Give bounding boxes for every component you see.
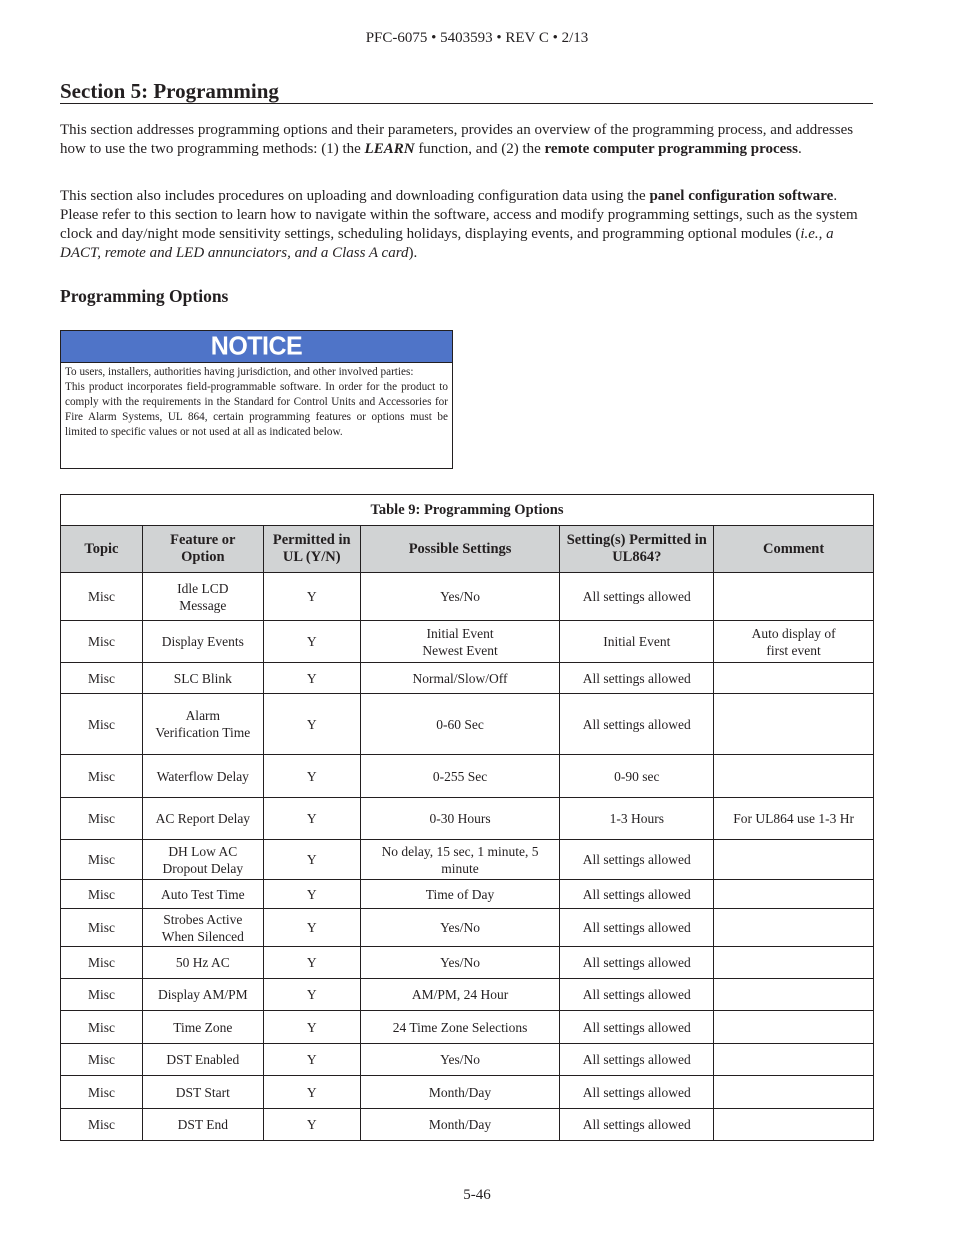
cell-settings: Yes/No: [360, 947, 560, 979]
notice-line-2: This product incorporates field-programmable software. In order for the product to comply with the requirements in the Standard for Control Units and Accessories for Fire Alarm Systems, UL 864, certain programming features or options must be limited to specific values or not used at all as indicated below.: [65, 381, 448, 438]
cell-settings: Month/Day: [360, 1076, 560, 1109]
cell-permitted: Y: [263, 694, 360, 755]
panel-software-term: panel configuration software: [649, 188, 834, 204]
column-header: Comment: [714, 526, 874, 573]
cell-permitted: Y: [263, 798, 360, 840]
cell-settings: Month/Day: [360, 1109, 560, 1141]
table-row: [61, 1109, 874, 1141]
cell-feature: DST Enabled: [142, 1044, 263, 1076]
table-row: [61, 621, 874, 663]
table-row: [61, 573, 874, 621]
cell-topic: Misc: [61, 840, 143, 880]
cell-comment: [714, 947, 874, 979]
cell-comment: [714, 663, 874, 694]
cell-topic: Misc: [61, 755, 143, 798]
intro-paragraph-1: This section addresses programming options and their parameters, provides an overview of the programming process, and addresses how to use the two programming methods: (1) the LEARN function, and (2) the remote computer programming process.: [60, 122, 854, 157]
cell-feature: Alarm Verification Time: [142, 694, 263, 755]
table-row: [61, 798, 874, 840]
cell-settings: Normal/Slow/Off: [360, 663, 560, 694]
cell-topic: Misc: [61, 1109, 143, 1141]
cell-settings: No delay, 15 sec, 1 minute, 5 minute: [360, 840, 560, 880]
cell-feature: Idle LCD Message: [142, 573, 263, 621]
cell-permitted: Y: [263, 1109, 360, 1141]
cell-permitted: Y: [263, 1011, 360, 1044]
remote-programming-term: remote computer programming process: [544, 141, 798, 157]
cell-settings: Initial Event Newest Event: [360, 621, 560, 663]
cell-topic: Misc: [61, 1076, 143, 1109]
cell-feature: SLC Blink: [142, 663, 263, 694]
cell-feature: Display AM/PM: [142, 979, 263, 1011]
cell-settings: 0-30 Hours: [360, 798, 560, 840]
cell-permitted: Y: [263, 947, 360, 979]
table-row: [61, 755, 874, 798]
programming-options-table: [60, 494, 874, 1141]
table-body: [61, 573, 874, 1141]
optional-modules-note: i.e., a DACT, remote and LED annunciators, and a Class A card: [60, 226, 834, 261]
cell-settings: 0-60 Sec: [360, 694, 560, 755]
cell-permitted: Y: [263, 840, 360, 880]
cell-comment: [714, 1076, 874, 1109]
cell-ul864: All settings allowed: [560, 1076, 714, 1109]
cell-comment: [714, 694, 874, 755]
cell-feature: Strobes Active When Silenced: [142, 909, 263, 947]
table-row: [61, 694, 874, 755]
intro-paragraph-2: This section also includes procedures on uploading and downloading configuration data using the panel configuration software. Please refer to this section to learn how to navigate within the software, access and modify programming settings, such as the system clock and day/night mode sensitivity settings, scheduling holidays, displaying events, and programming optional modules (i.e., a DACT, remote and LED annunciators, and a Class A card).: [60, 188, 858, 261]
cell-ul864: All settings allowed: [560, 1011, 714, 1044]
cell-comment: For UL864 use 1-3 Hr: [714, 798, 874, 840]
cell-settings: Yes/No: [360, 909, 560, 947]
table-row: [61, 979, 874, 1011]
learn-term: LEARN: [364, 141, 415, 157]
cell-permitted: Y: [263, 573, 360, 621]
cell-comment: [714, 840, 874, 880]
column-header: Permitted in UL (Y/N): [263, 526, 360, 573]
cell-ul864: All settings allowed: [560, 663, 714, 694]
cell-topic: Misc: [61, 947, 143, 979]
cell-comment: [714, 880, 874, 909]
cell-topic: Misc: [61, 663, 143, 694]
column-header: Possible Settings: [360, 526, 560, 573]
table-title: Table 9: Programming Options: [61, 495, 874, 526]
cell-feature: Waterflow Delay: [142, 755, 263, 798]
cell-topic: Misc: [61, 573, 143, 621]
cell-topic: Misc: [61, 694, 143, 755]
cell-feature: DST Start: [142, 1076, 263, 1109]
cell-comment: [714, 573, 874, 621]
cell-topic: Misc: [61, 798, 143, 840]
cell-feature: AC Report Delay: [142, 798, 263, 840]
cell-ul864: All settings allowed: [560, 573, 714, 621]
cell-ul864: 1-3 Hours: [560, 798, 714, 840]
notice-label: NOTICE: [210, 331, 303, 361]
table-row: [61, 909, 874, 947]
subsection-title: Programming Options: [60, 286, 229, 306]
cell-ul864: All settings allowed: [560, 1044, 714, 1076]
cell-permitted: Y: [263, 909, 360, 947]
cell-feature: Auto Test Time: [142, 880, 263, 909]
table-row: [61, 663, 874, 694]
cell-permitted: Y: [263, 1076, 360, 1109]
cell-comment: [714, 979, 874, 1011]
column-header: Setting(s) Permitted in UL864?: [560, 526, 714, 573]
cell-ul864: All settings allowed: [560, 840, 714, 880]
table-row: [61, 1076, 874, 1109]
cell-ul864: All settings allowed: [560, 694, 714, 755]
cell-permitted: Y: [263, 1044, 360, 1076]
cell-topic: Misc: [61, 1011, 143, 1044]
cell-comment: [714, 1011, 874, 1044]
cell-ul864: Initial Event: [560, 621, 714, 663]
cell-topic: Misc: [61, 909, 143, 947]
cell-settings: 24 Time Zone Selections: [360, 1011, 560, 1044]
cell-permitted: Y: [263, 979, 360, 1011]
document-header: PFC-6075 • 5403593 • REV C • 2/13: [365, 30, 589, 46]
table-row: [61, 1044, 874, 1076]
notice-banner: [61, 331, 452, 363]
table-row: [61, 840, 874, 880]
cell-feature: DST End: [142, 1109, 263, 1141]
table-header-row: [61, 526, 874, 573]
cell-feature: Time Zone: [142, 1011, 263, 1044]
table-row: [61, 880, 874, 909]
cell-permitted: Y: [263, 880, 360, 909]
cell-comment: [714, 1109, 874, 1141]
cell-feature: 50 Hz AC: [142, 947, 263, 979]
notice-box: [60, 330, 453, 469]
column-header: Topic: [61, 526, 143, 573]
cell-topic: Misc: [61, 880, 143, 909]
cell-settings: AM/PM, 24 Hour: [360, 979, 560, 1011]
cell-ul864: All settings allowed: [560, 979, 714, 1011]
table-row: [61, 947, 874, 979]
cell-settings: 0-255 Sec: [360, 755, 560, 798]
cell-permitted: Y: [263, 663, 360, 694]
cell-ul864: All settings allowed: [560, 880, 714, 909]
section-title: Section 5: Programming: [60, 79, 873, 104]
cell-topic: Misc: [61, 621, 143, 663]
cell-settings: Yes/No: [360, 1044, 560, 1076]
column-header: Feature or Option: [142, 526, 263, 573]
cell-ul864: All settings allowed: [560, 947, 714, 979]
cell-comment: Auto display of first event: [714, 621, 874, 663]
cell-feature: DH Low AC Dropout Delay: [142, 840, 263, 880]
cell-comment: [714, 755, 874, 798]
cell-comment: [714, 1044, 874, 1076]
cell-settings: Yes/No: [360, 573, 560, 621]
cell-permitted: Y: [263, 621, 360, 663]
cell-settings: Time of Day: [360, 880, 560, 909]
cell-ul864: 0-90 sec: [560, 755, 714, 798]
cell-topic: Misc: [61, 1044, 143, 1076]
cell-topic: Misc: [61, 979, 143, 1011]
cell-feature: Display Events: [142, 621, 263, 663]
cell-ul864: All settings allowed: [560, 1109, 714, 1141]
notice-text: [61, 363, 452, 440]
table-row: [61, 1011, 874, 1044]
cell-ul864: All settings allowed: [560, 909, 714, 947]
cell-permitted: Y: [263, 755, 360, 798]
cell-comment: [714, 909, 874, 947]
page-number: 5-46: [463, 1187, 491, 1203]
notice-line-1: To users, installers, authorities having jurisdiction, and other involved parties:: [65, 366, 414, 378]
